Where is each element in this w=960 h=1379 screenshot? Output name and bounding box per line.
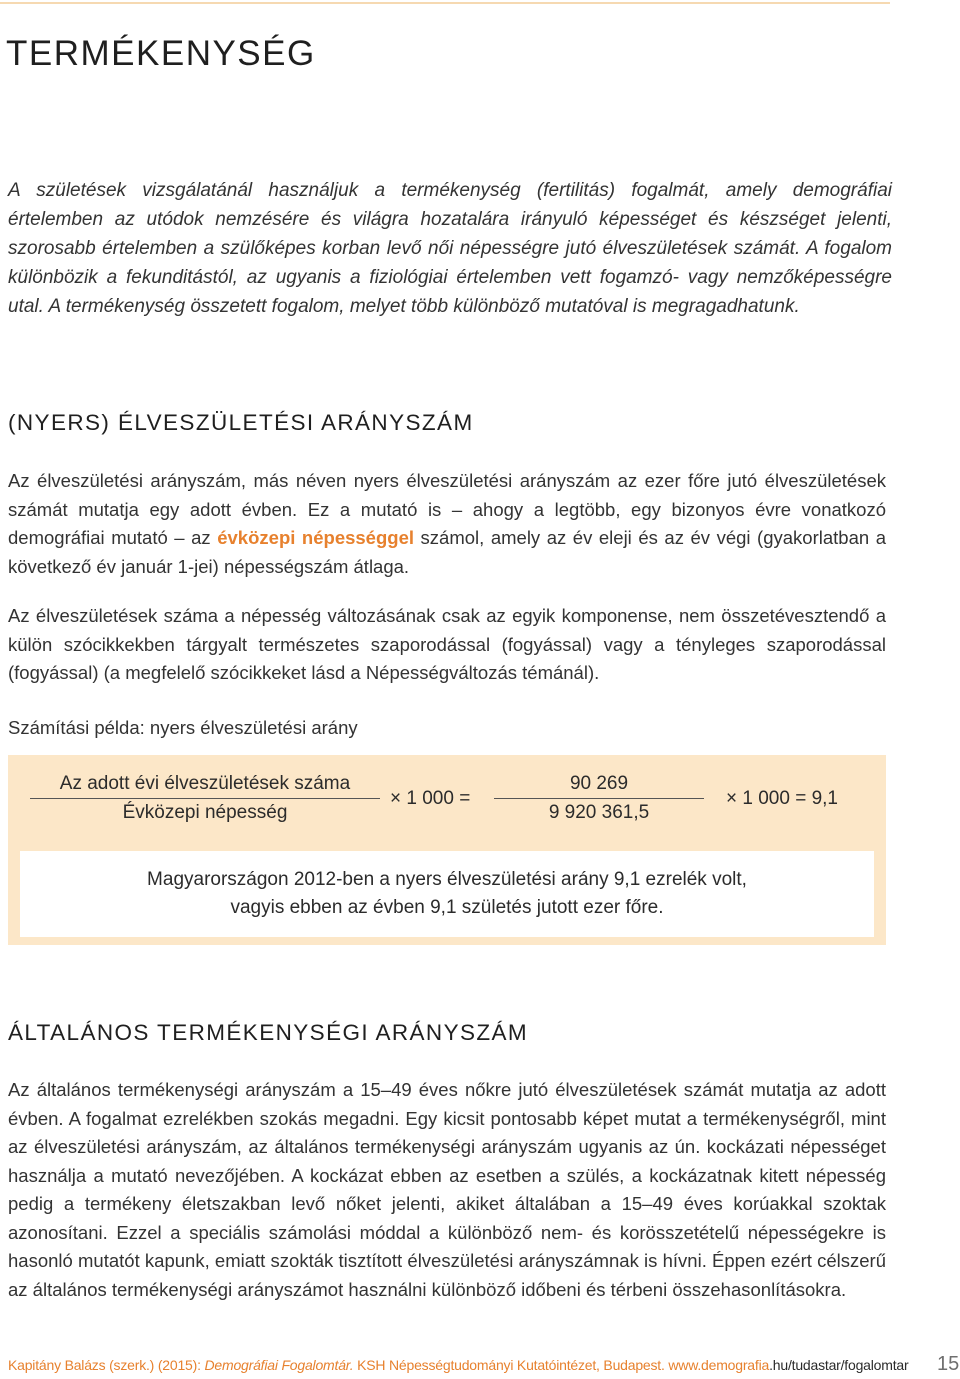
- formula-label-fraction: [30, 771, 380, 826]
- page-title: TERMÉKENYSÉG: [6, 34, 316, 73]
- formula-numerator-value: 90 269: [569, 773, 629, 794]
- section-heading-crude-birth-rate: (NYERS) ÉLVESZÜLETÉSI ARÁNYSZÁM: [8, 410, 474, 435]
- page-number: 15: [937, 1353, 960, 1375]
- section1-p1-text-before: Az élveszületési arányszám, más néven nyers élveszületési arányszám az ezer főre jutó élveszületések számát mutatja egy adott évben. Ez a mutató is – ahogy a legtöbb, egy bizonyos évre vonatkozó demográfiai mutató – az: [8, 470, 886, 548]
- result-box: [8, 845, 886, 945]
- footer-url-part1[interactable]: www.demografia: [668, 1357, 770, 1373]
- example-caption: Számítási példa: nyers élveszületési arány: [8, 717, 358, 738]
- section1-paragraph-2: Az élveszületések száma a népesség változásának csak az egyik komponense, nem összetévesztendő a külön szócikkekben tárgyalt természetes szaporodással (fogyással) vagy a tényleges szaporodással (fogyással) (a megfelelő szócikkeket lásd a Népességváltozás témánál).: [8, 605, 886, 683]
- result-text: [20, 851, 874, 937]
- top-rule: [0, 2, 890, 4]
- footer-citation: [8, 1357, 908, 1373]
- formula-box: [8, 755, 886, 845]
- footer-url-part2[interactable]: .hu/tudastar/fogalomtar: [769, 1357, 909, 1373]
- highlight-mid-year-population: évközepi népességgel: [217, 527, 414, 548]
- footer-authors: Kapitány Balázs (szerk.) (2015):: [8, 1357, 205, 1373]
- section1-p1-text-after: számol, amely az év eleji és az év végi (gyakorlatban a következő év január 1-jei) népességszám átlaga.: [8, 527, 886, 577]
- formula-value-fraction: [494, 771, 704, 826]
- formula-numerator-label: Az adott évi élveszületések száma: [59, 773, 351, 794]
- intro-paragraph: A születések vizsgálatánál használjuk a termékenység (fertilitás) fogalmát, amely demográfiai értelemben az utódok nemzésére és világra hozatalára irányuló képességet és készséget jelenti, szorosabb értelemben a szülőképes korban levő női népességre jutó élveszületések számát. A fogalom különbözik a fekunditástól, az ugyanis a fiziológiai értelemben vett fogamzó- vagy nemzőképességre utal. A termékenység összetett fogalom, melyet több különböző mutatóval is megragadhatunk.: [8, 180, 892, 317]
- section-heading-general-fertility-rate: ÁLTALÁNOS TERMÉKENYSÉGI ARÁNYSZÁM: [8, 1020, 529, 1045]
- fraction-bar: [30, 798, 380, 799]
- fraction-bar: [494, 798, 704, 799]
- footer-book-title: Demográfiai Fogalomtár.: [204, 1357, 354, 1373]
- result-line-1: Magyarországon 2012-ben a nyers élveszületési arány 9,1 ezrelék volt,: [147, 869, 747, 890]
- footer-publisher: KSH Népességtudományi Kutatóintézet, Budapest.: [353, 1357, 669, 1373]
- result-line-2: vagyis ebben az évben 9,1 születés jutott ezer főre.: [230, 897, 664, 918]
- formula-multiplier-2: × 1 000 = 9,1: [726, 788, 838, 809]
- formula-multiplier-1: × 1 000 =: [390, 788, 471, 809]
- section1-paragraph-1: [8, 467, 886, 581]
- formula-denominator-value: 9 920 361,5: [548, 802, 650, 823]
- section2-paragraph-1: Az általános termékenységi arányszám a 15–49 éves nőkre jutó élveszületések számát mutatja az adott évben. A fogalmat ezrelékben szokás megadni. Egy kicsit pontosabb képet mutat a termékenységről, mint az élveszületési arányszám, az általános termékenységi arányszám ugyanis az ún. kockázati népességet használja a mutató nevezőjében. A kockázat ebben az esetben a szülés, a kockázatnak kitett népesség pedig a termékeny életszakban levő nőket jelenti, akiket általában a 15–49 éves korúakkal szoktak azonosítani. Ezzel a speciális számolási móddal a különböző nem- és korösszetételű népességekre is hasonló mutatót kapunk, emiatt szokták tisztított élveszületési arányszámnak is hívni. Éppen ezért célszerű az általános termékenységi arányszámot használni különböző időbeni és térbeni összehasonlításokra.: [8, 1079, 886, 1300]
- formula-denominator-label: Évközepi népesség: [122, 802, 288, 823]
